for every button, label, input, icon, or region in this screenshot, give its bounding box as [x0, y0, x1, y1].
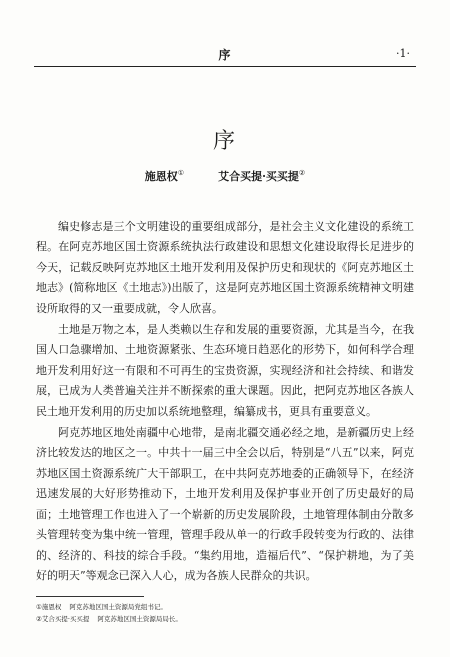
footnote-rule [36, 596, 144, 597]
running-title: 序 [218, 48, 232, 62]
footnote-text: 阿克苏地区国土资源局党组书记。 [69, 603, 167, 611]
body-text [36, 217, 414, 587]
paragraph: 编史修志是三个文明建设的重要组成部分，是社会主义文化建设的系统工程。在阿克苏地区国土资源系统执法行政建设和思想文化建设取得长足进步的今天，记载反映阿克苏地区土地开发利用及保护历史和现状的《阿克苏地区土地志》(简称地区《土地志》)出版了，这是阿克苏地区国土资源系统精神文明建设所取得的又一重要成就，令人欣喜。 [36, 220, 414, 315]
author-name: 施恩权 [144, 170, 178, 183]
footnote [36, 601, 416, 613]
author-name: 艾合买提·买买提 [218, 170, 299, 183]
paragraph: 阿克苏地区地处南疆中心地带，是南北疆交通必经之地，是新疆历史上经济比较发达的地区之一。中共十一届三中全会以后，特别是“八五”以来，阿克苏地区国土资源系统广大干部职工，在中共阿克苏地委的正确领导下，在经济迅速发展的大好形势推动下，土地开发利用及保护事业开创了历史最好的局面；土地管理工作也进入了一个崭新的历史发展阶段，土地管理体制由分散多头管理转变为集中统一管理，管理手段从单一的行政手段转变为行政的、法律的、经济的、科技的综合手段。“集约用地，造福后代”、“保护耕地，为了美好的明天”等观念已深入人心，成为各族人民群众的共识。 [36, 426, 414, 582]
footnote-name: 施恩权 [41, 603, 62, 611]
footnote-text: 阿克苏地区国土资源局局长。 [97, 615, 182, 623]
author-footnote-mark: ② [298, 169, 306, 177]
author-line [0, 168, 450, 184]
author-footnote-mark: ① [177, 169, 185, 177]
footnote-mark: ① [36, 603, 42, 611]
page-number: ·1· [396, 47, 410, 60]
footnote-name: 艾合买提·买买提 [41, 615, 90, 623]
paragraph: 土地是万物之本，是人类赖以生存和发展的重要资源，尤其是当今，在我国人口急骤增加、土地资源紧张、生态环境日趋恶化的形势下，如何科学合理地开发利用好这一有限和不可再生的宝贵资源，实现经济和社会持续、和谐发展，已成为人类普遍关注并不断探索的重大课题。因此，把阿克苏地区各族人民土地开发利用的历史加以系统地整理，编纂成书，更具有重要意义。 [36, 323, 414, 418]
page-title: 序 [212, 129, 237, 154]
footnote-mark: ② [36, 615, 42, 623]
running-header [34, 44, 416, 67]
footnotes [36, 601, 416, 625]
footnote [36, 613, 416, 625]
